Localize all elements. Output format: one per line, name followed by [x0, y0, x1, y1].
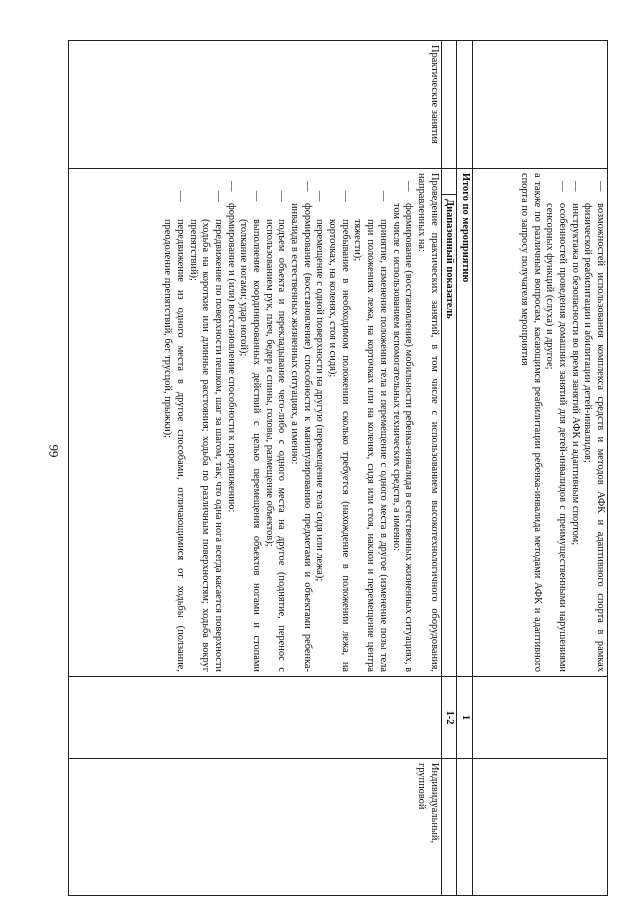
empty-cell — [441, 169, 457, 195]
list-item-text: выполнение координированных действий с целью перемещения объектов ногами и стопами (толкание ногами; удар ногой); — [238, 219, 262, 672]
list-item-text: инструктажа по безопасности во время занятий АФК и адаптивным спортом; — [569, 203, 581, 546]
list-item-text: формирование (восстановление) мобильности ребенка-инвалида в естественных жизненных ситуациях, в том числе с использованием вспомогательных технических средств, а именно: — [390, 203, 415, 672]
list-item — [287, 173, 312, 672]
dash-bullet: — — [556, 181, 568, 192]
list-item-text: формирование и (или) восстановление способности к передвижению: — [225, 203, 237, 513]
list-item — [313, 173, 326, 672]
table-row — [69, 41, 442, 896]
list-item-text: передвижение по поверхности пешком, шаг за шагом, так, что одна нога всегда касается поверхности (ходьба на короткие или длинные расстояния; ходьба по различным поверхностям; ходьба вокруг препятствий); — [187, 219, 224, 672]
dash-bullet: — — [251, 191, 262, 202]
list-item — [161, 173, 186, 672]
list-item — [237, 173, 262, 672]
list-item-text: формирование (восстановление) способности к манипулированию предметами и объектами ребенка-инвалида в естественных жизненных ситуациях, а именно: — [289, 203, 313, 672]
activity-name-cell — [473, 41, 608, 169]
dash-bullet: — — [339, 191, 351, 202]
form-cell — [473, 759, 608, 896]
practical-form: Индивидуальный, групповой — [69, 759, 442, 896]
consultation-topics — [517, 173, 606, 672]
dash-bullet: — — [174, 191, 186, 202]
list-item — [224, 173, 237, 672]
totals-value: 1 — [457, 677, 473, 759]
table-row — [457, 41, 473, 896]
list-item-text: передвижение из одного места в другое способами, отличающимися от ходьбы (ползание, преодоление препятствий, бег трусцой, прыжки); — [162, 219, 186, 672]
empty-cell — [69, 677, 442, 759]
paragraph: Проведение практических занятий, в том числе с использованием высокотехнологичного оборудования, направленных на: — [415, 173, 440, 672]
activity-content-cell — [473, 169, 608, 677]
activities-table — [68, 40, 608, 896]
table-row — [441, 41, 457, 896]
totals-label: Итого по мероприятию — [457, 169, 473, 677]
list-item — [389, 173, 414, 672]
list-item-text: принятие, изменение положения тела и перемещение с одного места в другое (изменение позы тела при положениях лежа, на корточках или на коленях, сидя или стоя, наклон и перемещение центра тяжести); — [352, 219, 389, 672]
list-item — [262, 173, 287, 672]
range-value: 1-2 — [441, 677, 457, 759]
list-item — [351, 173, 389, 672]
list-item-text: особенностей проведения домашних занятий для детей-инвалидов с преимущественными нарушениями сенсорных функций (слуха) и другое; — [544, 203, 568, 672]
list-item — [186, 173, 224, 672]
rotated-page-content — [68, 40, 608, 895]
dash-bullet: — — [314, 191, 326, 202]
list-item-text: перемещение с одной поверхности на другую (перемещение тела сидя или лежа); — [314, 219, 326, 582]
range-label: Диапазонный показатель — [441, 195, 457, 677]
list-item — [581, 173, 606, 672]
dash-bullet: — — [225, 181, 237, 192]
list-item-text: пребывание в необходимом положении сколько требуется (нахождение в положении лежа, на корточках, на коленях, стоя и сидя); — [327, 219, 351, 672]
empty-cell — [441, 759, 457, 896]
list-item-text: подъем объекта и перекладывание чего-либо с одного места на другое (поднятие, перенос с использованием рук, плеч, бедер и спины, головы, размещение объектов); — [263, 219, 288, 672]
list-item-text: возможностей использования комплекса средств и методов АФК и адаптивного спорта в рамках физической реабилитации и абилитации детей-инвалидов; — [582, 203, 606, 672]
dash-bullet: — — [403, 181, 415, 192]
list-item — [543, 173, 568, 672]
dash-bullet: — — [595, 181, 606, 192]
empty-cell — [457, 759, 473, 896]
volume-cell — [473, 677, 608, 759]
empty-cell — [441, 41, 457, 169]
dash-bullet: — — [212, 191, 224, 202]
practical-description — [161, 173, 440, 672]
paragraph: а также по различным вопросам, касающимся реабилитации ребенка-инвалида методами АФК и адаптивного спорта по запросу получателя мероприятия — [518, 173, 543, 672]
dash-bullet: — — [301, 181, 313, 192]
dash-bullet: — — [569, 181, 581, 192]
practical-content-cell — [69, 169, 442, 677]
empty-cell — [457, 41, 473, 169]
list-item — [568, 173, 581, 672]
dash-bullet: — — [377, 191, 389, 202]
practical-name: Практические занятия — [69, 41, 442, 169]
page-number: 66 — [46, 444, 61, 458]
dash-bullet: — — [276, 191, 288, 202]
list-item — [325, 173, 350, 672]
table-row — [473, 41, 608, 896]
